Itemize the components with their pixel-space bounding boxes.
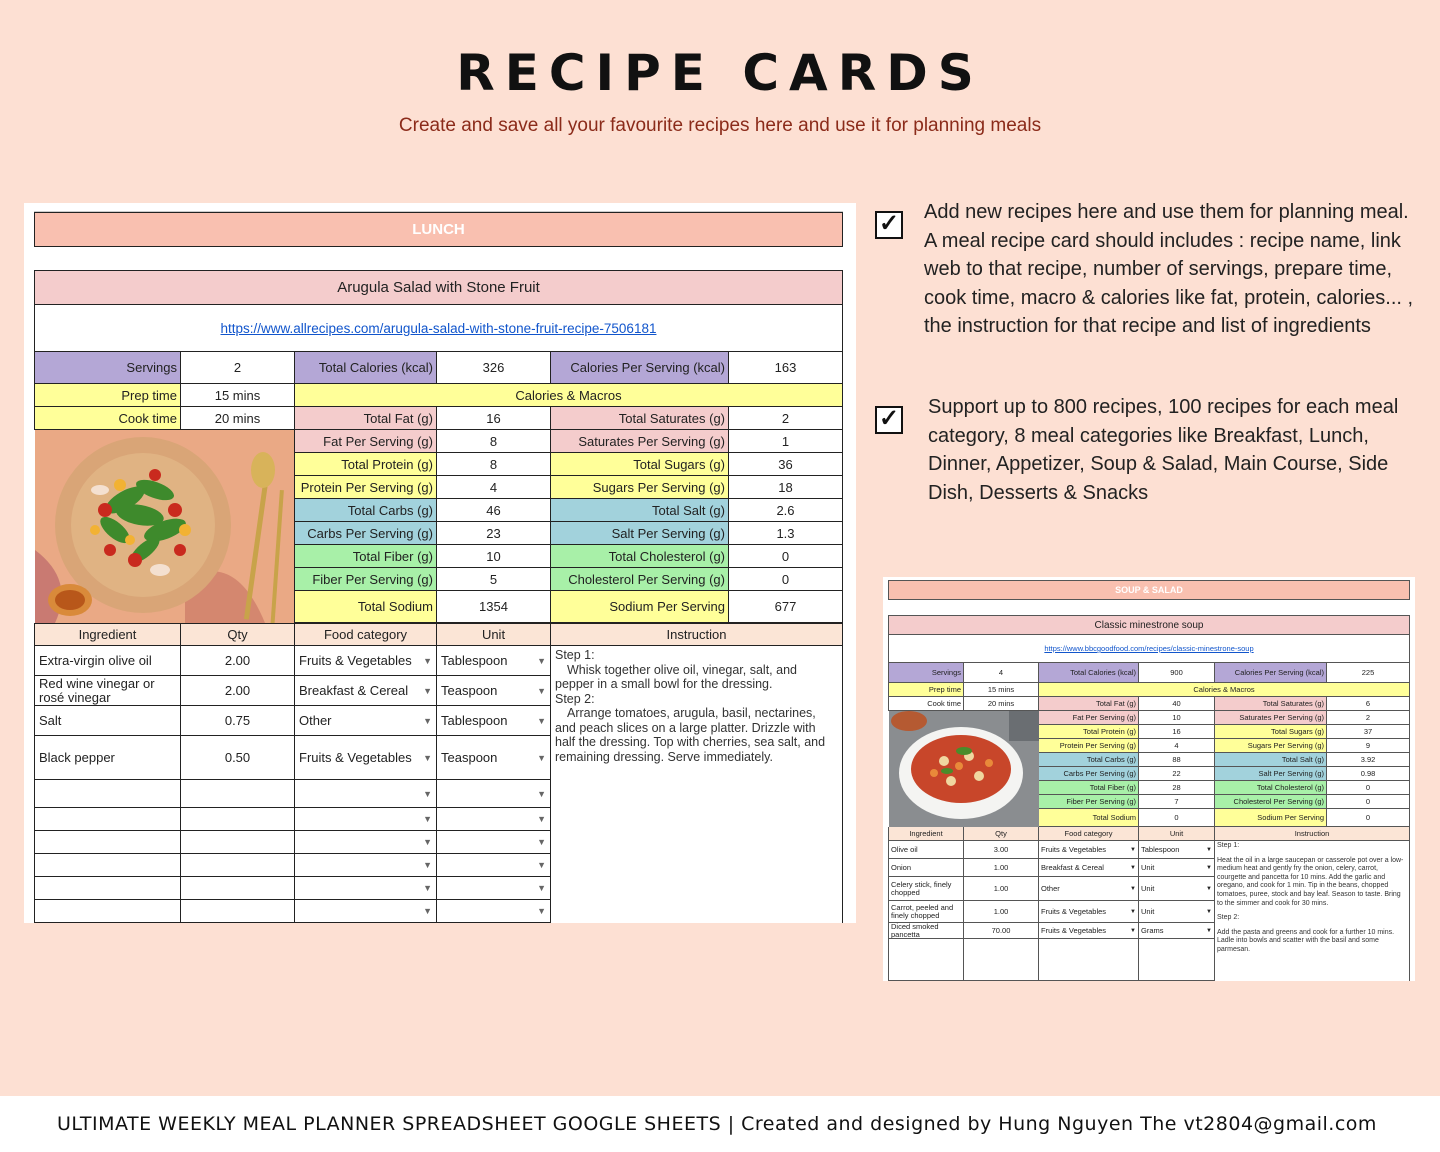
unit-select[interactable] xyxy=(437,646,551,676)
ingredient-qty[interactable] xyxy=(181,831,295,854)
small-macro-value[interactable]: 2 xyxy=(1327,711,1410,725)
macro-label: Total Fiber (g) xyxy=(295,545,437,568)
small-ingredient-name[interactable]: Diced smoked pancetta xyxy=(888,923,964,939)
macro-value[interactable]: 1 xyxy=(729,430,843,453)
small-macro-label: Total Salt (g) xyxy=(1215,753,1327,767)
small-unit-select[interactable] xyxy=(1139,939,1215,981)
macro-label: Fiber Per Serving (g) xyxy=(295,568,437,591)
small-macro-label: Total Sugars (g) xyxy=(1215,725,1327,739)
chevron-down-icon[interactable]: ▼ xyxy=(537,655,546,666)
small-macro-value[interactable]: 28 xyxy=(1139,781,1215,795)
small-unit-value: Unit xyxy=(1141,884,1155,893)
small-header-unit: Unit xyxy=(1139,827,1215,841)
chevron-down-icon[interactable]: ▼ xyxy=(423,906,432,916)
small-card-category xyxy=(888,580,1410,600)
chevron-down-icon[interactable]: ▼ xyxy=(423,883,432,893)
small-total-calories-value[interactable]: 900 xyxy=(1139,663,1215,683)
chevron-down-icon[interactable]: ▼ xyxy=(1206,927,1212,934)
prep-time-label: Prep time xyxy=(34,384,181,407)
small-macro-label: Salt Per Serving (g) xyxy=(1215,767,1327,781)
small-header-instruction: Instruction xyxy=(1215,827,1410,841)
unit-select[interactable] xyxy=(437,676,551,706)
macro-value[interactable]: 16 xyxy=(437,407,551,430)
macro-label: Total Carbs (g) xyxy=(295,499,437,522)
servings-value[interactable]: 2 xyxy=(181,352,295,384)
small-ingredient-name[interactable]: Olive oil xyxy=(888,841,964,859)
macro-value[interactable]: 4 xyxy=(437,476,551,499)
small-food-category-select[interactable] xyxy=(1039,923,1139,939)
macro-label: Total Sugars (g) xyxy=(551,453,729,476)
small-cook-label: Cook time xyxy=(888,697,964,711)
soup-photo xyxy=(889,711,1039,827)
small-unit-value: Unit xyxy=(1141,863,1155,872)
instruction-text xyxy=(551,646,841,766)
checkbox-checked-icon: ✓ xyxy=(875,406,903,434)
soup-card-preview xyxy=(883,577,1415,981)
small-instruction-step1: Step 1: xyxy=(1217,842,1240,849)
chevron-down-icon[interactable]: ▼ xyxy=(1206,846,1212,853)
small-food-category-select[interactable] xyxy=(1039,877,1139,901)
small-macro-label: Fiber Per Serving (g) xyxy=(1039,795,1139,809)
food-category-value: Breakfast & Cereal xyxy=(299,683,409,698)
ingredient-name[interactable] xyxy=(34,877,181,900)
small-macro-value[interactable]: 22 xyxy=(1139,767,1215,781)
macro-label: Total Salt (g) xyxy=(551,499,729,522)
unit-select[interactable] xyxy=(437,900,551,923)
chevron-down-icon[interactable]: ▼ xyxy=(423,788,432,799)
ingredient-name[interactable]: Salt xyxy=(34,706,181,736)
recipe-link-text[interactable]: https://www.allrecipes.com/arugula-salad-with-stone-fruit-recipe-7506181 xyxy=(220,320,657,336)
chevron-down-icon[interactable]: ▼ xyxy=(537,814,546,824)
food-category-value: Other xyxy=(299,713,332,728)
ingredient-qty[interactable] xyxy=(181,900,295,923)
ingredient-qty[interactable] xyxy=(181,808,295,831)
small-macro-value[interactable]: 6 xyxy=(1327,697,1410,711)
small-ingredient-name[interactable]: Celery stick, finely chopped xyxy=(888,877,964,901)
small-macro-label: Total Cholesterol (g) xyxy=(1215,781,1327,795)
total-calories-value[interactable]: 326 xyxy=(437,352,551,384)
macro-label: Salt Per Serving (g) xyxy=(551,522,729,545)
page-title: RECIPE CARDS xyxy=(456,44,984,102)
small-food-category-select[interactable] xyxy=(1039,841,1139,859)
card-category xyxy=(34,212,843,247)
small-header-category: Food category xyxy=(1039,827,1139,841)
small-calories-per-label: Calories Per Serving (kcal) xyxy=(1215,663,1327,683)
chevron-down-icon[interactable]: ▼ xyxy=(537,860,546,870)
small-unit-select[interactable] xyxy=(1139,877,1215,901)
small-macro-label: Fat Per Serving (g) xyxy=(1039,711,1139,725)
chevron-down-icon[interactable]: ▼ xyxy=(537,752,546,763)
unit-value: Teaspoon xyxy=(441,750,498,765)
macro-label: Sugars Per Serving (g) xyxy=(551,476,729,499)
small-calories-per-value[interactable]: 225 xyxy=(1327,663,1410,683)
small-header-ingredient: Ingredient xyxy=(888,827,964,841)
ingredient-qty[interactable] xyxy=(181,854,295,877)
small-unit-value: Tablespoon xyxy=(1141,845,1180,854)
checkbox-checked-icon: ✓ xyxy=(875,211,903,239)
chevron-down-icon[interactable]: ▼ xyxy=(1206,908,1212,915)
small-unit-value: Unit xyxy=(1141,907,1155,916)
chevron-down-icon[interactable]: ▼ xyxy=(537,837,546,847)
ingredient-name[interactable]: Black pepper xyxy=(34,736,181,780)
cook-time-label: Cook time xyxy=(34,407,181,430)
small-macro-label: Total Carbs (g) xyxy=(1039,753,1139,767)
food-category-select[interactable] xyxy=(295,780,437,808)
card-category-label: LUNCH xyxy=(412,221,465,238)
small-unit-select[interactable] xyxy=(1139,841,1215,859)
small-food-category-select[interactable] xyxy=(1039,901,1139,923)
food-category-select[interactable] xyxy=(295,676,437,706)
small-macro-label: Total Fiber (g) xyxy=(1039,781,1139,795)
small-ingredient-qty[interactable]: 1.00 xyxy=(964,859,1039,877)
small-food-category-select[interactable] xyxy=(1039,859,1139,877)
ingredient-qty[interactable]: 0.50 xyxy=(181,736,295,780)
unit-select[interactable] xyxy=(437,877,551,900)
macro-value[interactable]: 18 xyxy=(729,476,843,499)
small-recipe-link-text[interactable]: https://www.bbcgoodfood.com/recipes/classic-minestrone-soup xyxy=(1044,644,1254,653)
small-prep-label: Prep time xyxy=(888,683,964,697)
small-macro-label: Total Fat (g) xyxy=(1039,697,1139,711)
chevron-down-icon[interactable]: ▼ xyxy=(1206,885,1212,892)
small-unit-select[interactable] xyxy=(1139,901,1215,923)
ingredient-name[interactable] xyxy=(34,780,181,808)
small-cook-value[interactable]: 20 mins xyxy=(964,697,1039,711)
small-unit-value: Grams xyxy=(1141,926,1164,935)
small-macro-label: Protein Per Serving (g) xyxy=(1039,739,1139,753)
small-total-calories-label: Total Calories (kcal) xyxy=(1039,663,1139,683)
footer xyxy=(0,1096,1440,1152)
food-category-select[interactable] xyxy=(295,854,437,877)
small-card-category-label: SOUP & SALAD xyxy=(1115,585,1183,595)
small-instruction-text2: Add the pasta and greens and cook for a further 10 mins. Ladle into bowls and scatter with the basil and some parmesan. xyxy=(1217,928,1395,953)
small-macro-value[interactable]: 0 xyxy=(1327,809,1410,827)
unit-value: Tablespoon xyxy=(441,653,508,668)
small-macro-label: Carbs Per Serving (g) xyxy=(1039,767,1139,781)
small-macro-value[interactable]: 16 xyxy=(1139,725,1215,739)
small-ingredient-name[interactable] xyxy=(888,939,964,981)
header-ingredient: Ingredient xyxy=(34,623,181,646)
small-macro-value[interactable]: 4 xyxy=(1139,739,1215,753)
unit-value: Tablespoon xyxy=(441,713,508,728)
macro-value[interactable]: 1354 xyxy=(437,591,551,623)
macro-value[interactable]: 5 xyxy=(437,568,551,591)
chevron-down-icon[interactable]: ▼ xyxy=(1130,864,1136,871)
small-macro-label: Sodium Per Serving xyxy=(1215,809,1327,827)
small-ingredient-qty[interactable]: 1.00 xyxy=(964,877,1039,901)
macro-label: Sodium Per Serving xyxy=(551,591,729,623)
calories-per-serving-value[interactable]: 163 xyxy=(729,352,843,384)
ingredient-qty[interactable] xyxy=(181,780,295,808)
small-ingredient-qty[interactable]: 70.00 xyxy=(964,923,1039,939)
small-macro-value[interactable]: 7 xyxy=(1139,795,1215,809)
small-instruction-text1: Heat the oil in a large saucepan or casserole pot over a low-medium heat and gently fry the onion, celery, carrot, courgette and pancetta for 10 mins. Add the garlic and oregano, and cook for 1 min. Tip in the beans, chopped tomatoes, puree, stock and bay leaf. Season to taste. Bring to the simmer and cook for 30 mins. xyxy=(1217,856,1404,907)
small-macro-value[interactable]: 0 xyxy=(1139,809,1215,827)
macro-value[interactable]: 2 xyxy=(729,407,843,430)
macro-label: Total Cholesterol (g) xyxy=(551,545,729,568)
small-header-qty: Qty xyxy=(964,827,1039,841)
header-qty: Qty xyxy=(181,623,295,646)
macro-label: Total Saturates (g) xyxy=(551,407,729,430)
small-macro-label: Saturates Per Serving (g) xyxy=(1215,711,1327,725)
note-support: Support up to 800 recipes, 100 recipes for each meal category, 8 meal categories like Breakfast, Lunch, Dinner, Appetizer, Soup & Salad, Main Course, Side Dish, Desserts & Snacks xyxy=(928,396,1399,504)
unit-select[interactable] xyxy=(437,780,551,808)
macro-value[interactable]: 8 xyxy=(437,430,551,453)
unit-value: Teaspoon xyxy=(441,683,498,698)
macro-value[interactable]: 1.3 xyxy=(729,522,843,545)
chevron-down-icon[interactable]: ▼ xyxy=(1130,846,1136,853)
unit-select[interactable] xyxy=(437,808,551,831)
total-calories-label: Total Calories (kcal) xyxy=(295,352,437,384)
small-macro-value[interactable]: 0 xyxy=(1327,781,1410,795)
small-unit-select[interactable] xyxy=(1139,859,1215,877)
instruction-step2: Step 2: xyxy=(555,691,595,706)
small-macro-label: Cholesterol Per Serving (g) xyxy=(1215,795,1327,809)
ingredient-name[interactable]: Red wine vinegar or rosé vinegar xyxy=(34,676,181,706)
cook-time-value[interactable]: 20 mins xyxy=(181,407,295,430)
small-macro-value[interactable]: 40 xyxy=(1139,697,1215,711)
macro-value[interactable]: 8 xyxy=(437,453,551,476)
chevron-down-icon[interactable]: ▼ xyxy=(1130,885,1136,892)
small-prep-value[interactable]: 15 mins xyxy=(964,683,1039,697)
small-macro-value[interactable]: 9 xyxy=(1327,739,1410,753)
small-macro-label: Total Sodium xyxy=(1039,809,1139,827)
small-macro-value[interactable]: 0.98 xyxy=(1327,767,1410,781)
calories-macros-header: Calories & Macros xyxy=(295,384,843,407)
small-macro-label: Sugars Per Serving (g) xyxy=(1215,739,1327,753)
chevron-down-icon[interactable]: ▼ xyxy=(423,814,432,824)
small-instruction-text xyxy=(1217,842,1408,955)
chevron-down-icon[interactable]: ▼ xyxy=(423,715,432,726)
macro-value[interactable]: 46 xyxy=(437,499,551,522)
small-macro-value[interactable]: 37 xyxy=(1327,725,1410,739)
small-macro-value[interactable]: 88 xyxy=(1139,753,1215,767)
salad-photo xyxy=(35,430,295,623)
chevron-down-icon[interactable]: ▼ xyxy=(537,685,546,696)
small-macro-label: Total Protein (g) xyxy=(1039,725,1139,739)
small-servings-value[interactable]: 4 xyxy=(964,663,1039,683)
macro-value[interactable]: 0 xyxy=(729,568,843,591)
macro-label: Cholesterol Per Serving (g) xyxy=(551,568,729,591)
small-ingredient-name[interactable]: Onion xyxy=(888,859,964,877)
chevron-down-icon[interactable]: ▼ xyxy=(537,906,546,916)
small-food-category-value: Fruits & Vegetables xyxy=(1041,907,1107,916)
macro-value[interactable]: 0 xyxy=(729,545,843,568)
food-category-select[interactable] xyxy=(295,736,437,780)
ingredient-qty[interactable] xyxy=(181,877,295,900)
chevron-down-icon[interactable]: ▼ xyxy=(423,860,432,870)
recipe-card-sheet xyxy=(24,203,856,923)
food-category-select[interactable] xyxy=(295,706,437,736)
recipe-name-label: Arugula Salad with Stone Fruit xyxy=(337,279,540,296)
recipe-name[interactable] xyxy=(34,270,843,305)
unit-select[interactable] xyxy=(437,706,551,736)
chevron-down-icon[interactable]: ▼ xyxy=(423,752,432,763)
food-category-select[interactable] xyxy=(295,877,437,900)
macro-value[interactable]: 2.6 xyxy=(729,499,843,522)
page-subtitle: Create and save all your favourite recipes here and use it for planning meals xyxy=(398,115,1042,136)
ingredient-qty[interactable]: 0.75 xyxy=(181,706,295,736)
servings-label: Servings xyxy=(34,352,181,384)
header-instruction: Instruction xyxy=(551,623,843,646)
small-macro-value[interactable]: 10 xyxy=(1139,711,1215,725)
ingredient-name[interactable] xyxy=(34,808,181,831)
macro-label: Carbs Per Serving (g) xyxy=(295,522,437,545)
chevron-down-icon[interactable]: ▼ xyxy=(1206,864,1212,871)
small-macro-value[interactable]: 0 xyxy=(1327,795,1410,809)
macro-label: Protein Per Serving (g) xyxy=(295,476,437,499)
macro-label: Total Protein (g) xyxy=(295,453,437,476)
food-category-select[interactable] xyxy=(295,900,437,923)
unit-select[interactable] xyxy=(437,854,551,877)
small-food-category-value: Other xyxy=(1041,884,1060,893)
food-category-value: Fruits & Vegetables xyxy=(299,750,412,765)
small-recipe-name[interactable] xyxy=(888,615,1410,635)
food-category-value: Fruits & Vegetables xyxy=(299,653,412,668)
note-add-recipes: Add new recipes here and use them for planning meal. A meal recipe card should includes : recipe name, link web to that recipe, number of servings, prepare time, cook time, macro & calories like fat, protein, calories... , the instruction for that recipe and list of ingredients xyxy=(924,201,1414,337)
small-food-category-select[interactable] xyxy=(1039,939,1139,981)
macro-value[interactable]: 677 xyxy=(729,591,843,623)
small-food-category-value: Breakfast & Cereal xyxy=(1041,863,1104,872)
ingredient-qty[interactable]: 2.00 xyxy=(181,646,295,676)
small-macro-value[interactable]: 3.92 xyxy=(1327,753,1410,767)
instruction-step1: Step 1: xyxy=(555,648,595,662)
small-ingredient-name[interactable]: Carrot, peeled and finely chopped xyxy=(888,901,964,923)
macro-value[interactable]: 10 xyxy=(437,545,551,568)
chevron-down-icon[interactable]: ▼ xyxy=(1130,927,1136,934)
header-food-category: Food category xyxy=(295,623,437,646)
macro-label: Total Sodium xyxy=(295,591,437,623)
small-instruction-step2: Step 2: xyxy=(1217,914,1240,922)
macro-value[interactable]: 23 xyxy=(437,522,551,545)
small-servings-label: Servings xyxy=(888,663,964,683)
instruction-text2: Arrange tomatoes, arugula, basil, nectarines, and peach slices on a large platter. Drizzle with half the dressing. Top with cherries, sea salt, and remaining dressing. Serve immediately. xyxy=(555,706,826,764)
small-ingredient-qty[interactable] xyxy=(964,939,1039,981)
chevron-down-icon[interactable]: ▼ xyxy=(537,883,546,893)
small-macro-label: Total Saturates (g) xyxy=(1215,697,1327,711)
small-ingredient-qty[interactable]: 1.00 xyxy=(964,901,1039,923)
chevron-down-icon[interactable]: ▼ xyxy=(537,788,546,799)
recipe-link[interactable] xyxy=(34,305,843,352)
unit-select[interactable] xyxy=(437,736,551,780)
food-category-select[interactable] xyxy=(295,646,437,676)
macro-value[interactable]: 36 xyxy=(729,453,843,476)
macro-label: Total Fat (g) xyxy=(295,407,437,430)
chevron-down-icon[interactable]: ▼ xyxy=(1130,908,1136,915)
small-ingredient-qty[interactable]: 3.00 xyxy=(964,841,1039,859)
small-macros-header: Calories & Macros xyxy=(1039,683,1410,697)
chevron-down-icon[interactable]: ▼ xyxy=(423,685,432,696)
macro-label: Saturates Per Serving (g) xyxy=(551,430,729,453)
macro-label: Fat Per Serving (g) xyxy=(295,430,437,453)
prep-time-value[interactable]: 15 mins xyxy=(181,384,295,407)
small-unit-select[interactable] xyxy=(1139,923,1215,939)
instruction-text1: Whisk together olive oil, vinegar, salt, and pepper in a small bowl for the dressing. xyxy=(555,662,797,691)
ingredient-qty[interactable]: 2.00 xyxy=(181,676,295,706)
ingredient-name[interactable]: Extra-virgin olive oil xyxy=(34,646,181,676)
small-recipe-link[interactable] xyxy=(888,635,1410,663)
header-unit: Unit xyxy=(437,623,551,646)
footer-text: ULTIMATE WEEKLY MEAL PLANNER SPREADSHEET GOOGLE SHEETS | Created and designed by Hung Nguyen The vt2804@gmail.com xyxy=(57,1113,1377,1135)
small-recipe-name-label: Classic minestrone soup xyxy=(1094,619,1204,631)
food-category-select[interactable] xyxy=(295,808,437,831)
unit-select[interactable] xyxy=(437,831,551,854)
ingredient-name[interactable] xyxy=(34,854,181,877)
ingredient-name[interactable] xyxy=(34,831,181,854)
calories-per-serving-label: Calories Per Serving (kcal) xyxy=(551,352,729,384)
ingredient-name[interactable] xyxy=(34,900,181,923)
chevron-down-icon[interactable]: ▼ xyxy=(423,837,432,847)
food-category-select[interactable] xyxy=(295,831,437,854)
chevron-down-icon[interactable]: ▼ xyxy=(423,655,432,666)
chevron-down-icon[interactable]: ▼ xyxy=(537,715,546,726)
small-food-category-value: Fruits & Vegetables xyxy=(1041,845,1107,854)
small-food-category-value: Fruits & Vegetables xyxy=(1041,926,1107,935)
